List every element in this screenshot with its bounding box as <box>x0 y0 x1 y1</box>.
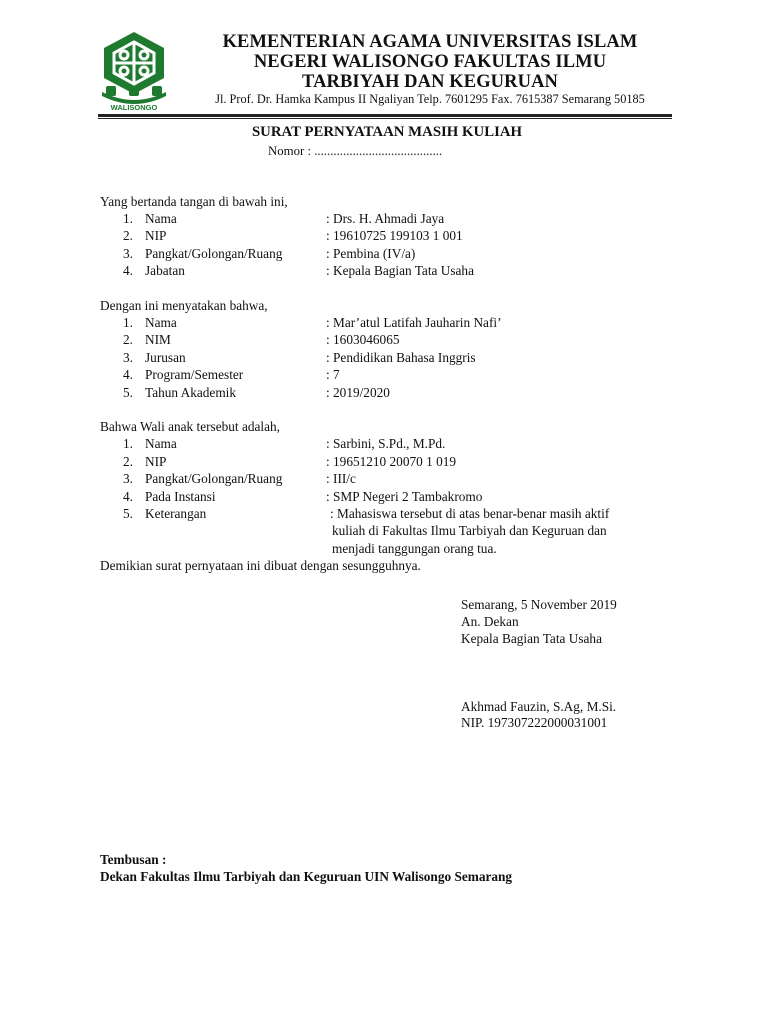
letter-title: SURAT PERNYATAAN MASIH KULIAH <box>251 124 523 140</box>
field-label: Pangkat/Golongan/Ruang <box>145 471 283 486</box>
field-value: : SMP Negeri 2 Tambakromo <box>326 489 483 504</box>
letterhead-line-3: TARBIYAH DAN KEGURUAN <box>302 72 558 92</box>
letterhead-rule-thin <box>98 118 672 119</box>
signatory-name: Akhmad Fauzin, S.Ag, M.Si. <box>461 699 617 714</box>
signature-on-behalf: An. Dekan <box>461 614 519 629</box>
list-number: 4. <box>123 263 133 278</box>
letterhead-rule <box>98 114 672 117</box>
field-value: : 19651210 20070 1 019 <box>326 454 457 469</box>
field-value: : Pendidikan Bahasa Inggris <box>326 350 476 365</box>
field-value: : Mar’atul Latifah Jauharin Nafi’ <box>326 315 502 330</box>
section-1-intro: Yang bertanda tangan di bawah ini, <box>100 194 288 209</box>
field-value: : III/c <box>326 471 356 486</box>
field-label: Pangkat/Golongan/Ruang <box>145 246 283 261</box>
field-value: : 2019/2020 <box>326 385 390 400</box>
closing-statement: Demikian surat pernyataan ini dibuat dengan sesungguhnya. <box>100 558 421 573</box>
field-value: : Sarbini, S.Pd., M.Pd. <box>326 436 446 451</box>
list-number: 2. <box>123 332 133 347</box>
section-3-intro: Bahwa Wali anak tersebut adalah, <box>100 419 280 434</box>
field-label: Nama <box>145 211 177 226</box>
list-number: 3. <box>123 350 133 365</box>
field-value: : Kepala Bagian Tata Usaha <box>326 263 474 278</box>
field-value: : 7 <box>326 367 340 382</box>
field-label: Program/Semester <box>145 367 244 382</box>
list-number: 3. <box>123 246 133 261</box>
field-value: : Drs. H. Ahmadi Jaya <box>326 211 445 226</box>
list-number: 2. <box>123 228 133 243</box>
field-value: : Mahasiswa tersebut di atas benar-benar masih aktif <box>330 506 610 521</box>
university-logo <box>96 28 172 112</box>
field-label: Tahun Akademik <box>145 385 237 400</box>
field-label: Nama <box>145 436 177 451</box>
list-number: 5. <box>123 385 133 400</box>
letterhead-address: Jl. Prof. Dr. Hamka Kampus II Ngaliyan Telp. 7601295 Fax. 7615387 Semarang 50185 <box>215 92 645 106</box>
field-value: : 19610725 199103 1 001 <box>326 228 463 243</box>
letter-number: Nomor : ........................................ <box>268 144 443 158</box>
field-label: NIM <box>145 332 171 347</box>
field-label: Jabatan <box>145 263 185 278</box>
logo-wordmark: WALISONGO <box>110 103 158 112</box>
list-number: 5. <box>123 506 133 521</box>
list-number: 1. <box>123 211 133 226</box>
field-label: NIP <box>145 228 167 243</box>
letterhead-line-1: KEMENTERIAN AGAMA UNIVERSITAS ISLAM <box>222 32 638 52</box>
signatory-nip: NIP. 197307222000031001 <box>461 715 608 730</box>
field-label: NIP <box>145 454 167 469</box>
field-label: Nama <box>145 315 177 330</box>
list-number: 4. <box>123 367 133 382</box>
field-label: Pada Instansi <box>145 489 216 504</box>
field-label: Jurusan <box>145 350 186 365</box>
signature-place-date: Semarang, 5 November 2019 <box>461 597 617 612</box>
tembusan-label: Tembusan : <box>100 852 167 867</box>
section-2-intro: Dengan ini menyatakan bahwa, <box>100 298 268 313</box>
field-value: : Pembina (IV/a) <box>326 246 416 261</box>
list-number: 4. <box>123 489 133 504</box>
list-number: 1. <box>123 436 133 451</box>
list-number: 2. <box>123 454 133 469</box>
letterhead-line-2: NEGERI WALISONGO FAKULTAS ILMU <box>253 52 607 72</box>
keterangan-continuation: menjadi tanggungan orang tua. <box>332 541 497 556</box>
field-label: Keterangan <box>145 506 207 521</box>
signature-position: Kepala Bagian Tata Usaha <box>461 631 602 646</box>
list-number: 1. <box>123 315 133 330</box>
tembusan-recipient: Dekan Fakultas Ilmu Tarbiyah dan Keguruan UIN Walisongo Semarang <box>100 869 513 884</box>
field-value: : 1603046065 <box>326 332 400 347</box>
keterangan-continuation: kuliah di Fakultas Ilmu Tarbiyah dan Keguruan dan <box>332 523 607 538</box>
list-number: 3. <box>123 471 133 486</box>
